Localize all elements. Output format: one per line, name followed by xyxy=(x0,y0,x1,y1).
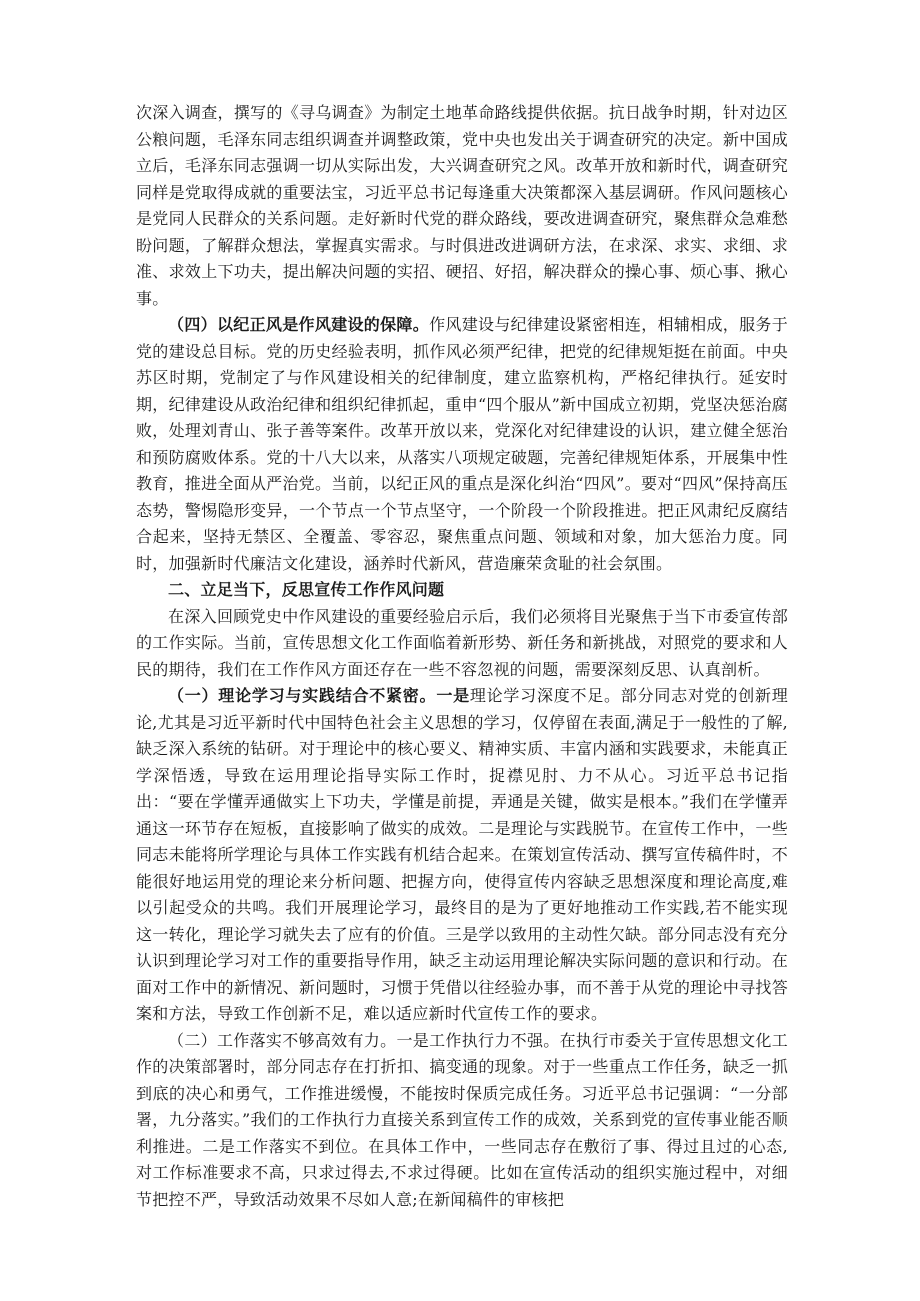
paragraph-theory-practice-body: 理论学习深度不足。部分同志对党的创新理论,尤其是习近平新时代中国特色社会主义思想的学习，仅停留在表面,满足于一般性的了解,缺乏深入系统的钻研。对于理论中的核心要义、精神实质、丰富内涵和实践要求，未能真正学深悟透，导致在运用理论指导实际工作时，捉襟见肘、力不从心。习近平总书记指出：“要在学懂弄通做实上下功夫，学懂是前提，弄通是关键，做实是根本。”我们在学懂弄通这一环节存在短板，直接影响了做实的成效。二是理论与实践脱节。在宣传工作中，一些同志未能将所学理论与具体工作实践有机结合起来。在策划宣传活动、撰写宣传稿件时，不能很好地运用党的理论来分析问题、把握方向，使得宣传内容缺乏思想深度和理论高度,难以引起受众的共鸣。我们开展理论学习，最终目的是为了更好地推动工作实践,若不能实现这一转化，理论学习就失去了应有的价值。三是学以致用的主动性欠缺。部分同志没有充分认识到理论学习对工作的重要指导作用，缺乏主动运用理论解决实际问题的意识和行动。在面对工作中的新情况、新问题时，习惯于凭借以往经验办事，而不善于从党的理论中寻找答案和方法，导致工作创新不足，难以适应新时代宣传工作的要求。 xyxy=(136,686,788,1023)
paragraph-reflection-intro: 在深入回顾党史中作风建设的重要经验启示后，我们必须将目光聚焦于当下市委宣传部的工作实际。当前，宣传思想文化工作面临着新形势、新任务和新挑战，对照党的要求和人民的期待，我们在工作作风方面还存在一些不容忽视的问题，需要深刻反思、认真剖析。 xyxy=(136,606,788,679)
paragraph-discipline-body: 作风建设与纪律建设紧密相连，相辅相成，服务于党的建设总目标。党的历史经验表明，抓作风必须严纪律，把党的纪律规矩挺在前面。中央苏区时期，党制定了与作风建设相关的纪律制度，建立监察机构，严格纪律执行。延安时期，纪律建设从政治纪律和组织纪律抓起，重申“四个服从”新中国成立初期，党坚决惩治腐败，处理刘青山、张子善等案件。改革开放以来，党深化对纪律建设的认识，建立健全惩治和预防腐败体系。党的十八大以来，从落实八项规定破题，完善纪律规矩体系，开展集中性教育，推进全面从严治党。当前，以纪正风的重点是深化纠治“四风”。要对“四风”保持高压态势，警惕隐形变异，一个节点一个节点坚守，一个阶段一个阶段推进。把正风肃纪反腐结合起来，坚持无禁区、全覆盖、零容忍，聚焦重点问题、领域和对象，加大惩治力度。同时，加强新时代廉洁文化建设，涵养时代新风，营造廉荣贪耻的社会氛围。 xyxy=(136,315,788,573)
subheading-discipline: （四）以纪正风是作风建设的保障。 xyxy=(168,315,430,334)
subheading-theory-practice: （一）理论学习与实践结合不紧密。一是 xyxy=(168,686,470,705)
section-heading-reflection: 二、立足当下，反思宣传工作作风问题 xyxy=(168,580,445,599)
paragraph-theory-practice xyxy=(136,683,788,1028)
paragraph-implementation: （二）工作落实不够高效有力。一是工作执行力不强。在执行市委关于宣传思想文化工作的决策部署时，部分同志存在打折扣、搞变通的现象。对于一些重点工作任务，缺乏一抓到底的决心和勇气，工作推进缓慢，不能按时保质完成任务。习近平总书记强调：“一分部署，九分落实。”我们的工作执行力直接关系到宣传工作的成效，关系到党的宣传事业能否顺利推进。二是工作落实不到位。在具体工作中，一些同志存在敷衍了事、得过且过的心态,对工作标准要求不高，只求过得去,不求过得硬。比如在宣传活动的组织实施过程中，对细节把控不严，导致活动效果不尽如人意;在新闻稿件的审核把 xyxy=(136,1030,788,1209)
document-page xyxy=(136,100,788,1213)
paragraph-discipline xyxy=(136,312,788,577)
paragraph-investigation: 次深入调查，撰写的《寻乌调查》为制定土地革命路线提供依据。抗日战争时期，针对边区公粮问题，毛泽东同志组织调查并调整政策，党中央也发出关于调查研究的决定。新中国成立后，毛泽东同志强调一切从实际出发，大兴调查研究之风。改革开放和新时代，调查研究同样是党取得成就的重要法宝，习近平总书记每逢重大决策都深入基层调研。作风问题核心是党同人民群众的关系问题。走好新时代党的群众路线，要改进调查研究，聚焦群众急难愁盼问题，了解群众想法，掌握真实需求。与时俱进改进调研方法，在求深、求实、求细、求准、求效上下功夫，提出解决问题的实招、硬招、好招，解决群众的操心事、烦心事、揪心事。 xyxy=(136,103,788,308)
